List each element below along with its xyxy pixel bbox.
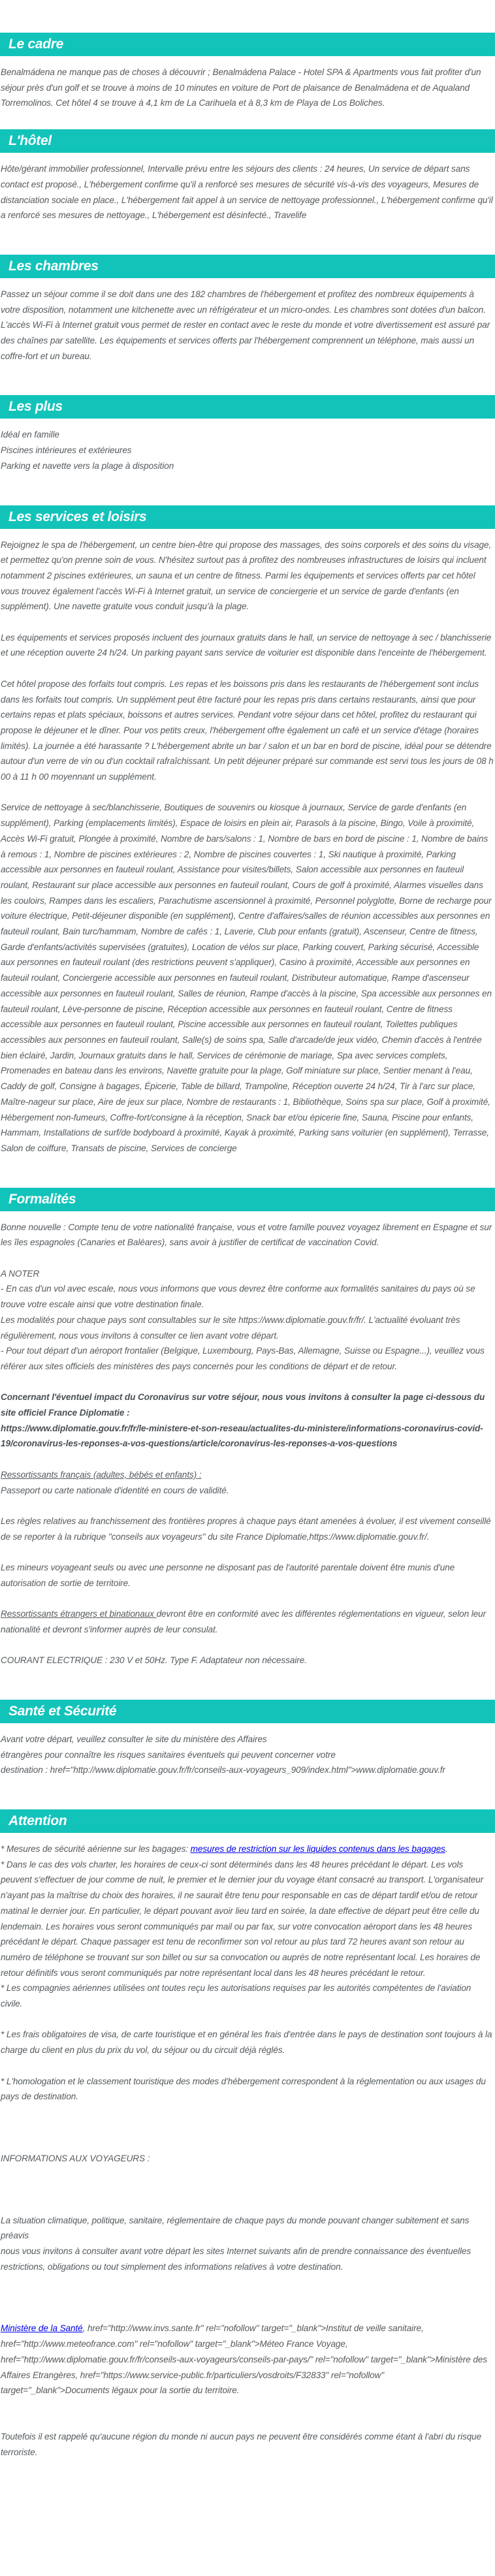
section-title-services: Les services et loisirs — [8, 509, 147, 524]
section-chambres — [0, 255, 495, 364]
section-header-plus — [0, 395, 495, 419]
attention-item-visa: * Les frais obligatoires de visa, de carte touristique et en général les frais d'entrée dans le pays de destination sont toujours à la charge du client en plus du prix du vol, du séjour ou du circuit déjà réglés. — [1, 2029, 492, 2056]
sante-line-1: Avant votre départ, veuillez consulter le site du ministère des Affaires — [1, 1734, 267, 1744]
formalites-mineurs: Les mineurs voyageant seuls ou avec une personne ne disposant pas de l'autorité parentale doivent être munis d'une autorisation de sortie de territoire. — [1, 1563, 455, 1588]
attention-item-baggage — [0, 1841, 495, 1857]
plus-line-2: Piscines intérieures et extérieures — [1, 445, 132, 456]
plus-line-3: Parking et navette vers la plage à disposition — [1, 460, 174, 471]
terrorism-disclaimer: Toutefois il est rappelé qu'aucune région du monde ni aucun pays ne peuvent être considérés comme étant à l'abri du risque terroriste. — [1, 2431, 482, 2457]
section-header-chambres — [0, 255, 495, 278]
section-services — [0, 505, 495, 1156]
sante-line-3: destination : href="http://www.diplomatie.gouv.fr/fr/conseils-aux-voyageurs_909/index.html">www.diplomatie.gouv.fr — [1, 1765, 445, 1775]
attention-item-baggage-prefix: * Mesures de sécurité aérienne sur les bagages: — [1, 1844, 191, 1854]
section-cadre — [0, 33, 495, 111]
section-title-sante: Santé et Sécurité — [8, 1703, 117, 1719]
formalites-note-2: Les modalités pour chaque pays sont consultables sur le site https://www.diplomatie.gouv.fr/fr/. L'actualité évoluant très régulièrement, nous vous invitons à consulter ce lien avant votre départ. — [1, 1314, 460, 1341]
attention-item-charter: * Dans le cas des vols charter, les horaires de ceux-ci sont déterminés dans les 48 heures précédant le départ. Les vols peuvent s'effectuer de jour comme de nuit, le premier et le dernier jour du voyage étant consacré au transport. L'organisateur n'ayant pas la maîtrise du choix des horaires, il ne saurait être tenu pour responsable en cas de départ tardif et/ou de retour matinal le dernier jour. En particulier, le départ pouvant avoir lieu tard en soirée, la date effective de départ peut être celle du lendemain. Les horaires vous seront communiqués par mail ou par fax, sur votre convocation aéroport dans les 48 heures précédant le départ. Chaque passager est tenu de reconfirmer son vol retour au plus tard 72 heures avant son retour au numéro de téléphone se trouvant sur son billet ou sur sa convocation ou auprés de notre représentant local. Les horaires de retour définitifs vous seront communiqués par notre représentant local dans les 48 heures précédant le retour. — [1, 1859, 484, 1978]
section-title-attention: Attention — [8, 1813, 67, 1829]
formalites-covid-intro: Concernant l'éventuel impact du Coronavirus sur votre séjour, nous vous invitons à consulter la page ci-dessous du site officiel France Diplomatie : — [1, 1392, 485, 1418]
formalites-bonne-nouvelle: Bonne nouvelle : Compte tenu de votre nationalité française, vous et votre famille pouvez voyagez librement en Espagne et sur les îles espagnoles (Canaries et Baléares), sans avoir à justifier de certificat de vaccination Covid. — [1, 1222, 492, 1248]
section-title-plus: Les plus — [8, 399, 63, 415]
informations-voyageurs-heading: INFORMATIONS AUX VOYAGEURS : — [1, 2153, 150, 2163]
informations-voyageurs-line-1: La situation climatique, politique, sanitaire, réglementaire de chaque pays du monde pouvant changer subitement et sans préavis — [1, 2215, 470, 2241]
section-header-formalites — [0, 1188, 495, 1211]
ministry-links-rest: , href="http://www.invs.sante.fr" rel="nofollow" target="_blank">Institut de veille sanitaire, href="http://www.meteofrance.com" rel="nofollow" target="_blank">Méteo France Voyage, href="http://www.diplomatie.gouv.fr/fr/conseils-aux-voyageurs/conseils-par-pays/" rel="nofollow" target="_blank">Ministère des Affaires Etrangères, href="https://www.service-public.fr/particuliers/vosdroits/F32833" rel="nofollow" target="_blank">Documents légaux pour la sortie du territoire. — [1, 2323, 487, 2396]
section-attention — [0, 1809, 495, 2460]
section-header-services — [0, 505, 495, 529]
section-title-formalites: Formalités — [8, 1191, 76, 1207]
section-header-hotel — [0, 129, 495, 153]
services-amenities-list: Service de nettoyage à sec/blanchisserie, Boutiques de souvenirs ou kiosque à journaux, Service de garde d'enfants (en supplément), Parking (emplacements limités), Espace de loisirs en plein air, Parasols à la piscine, Bingo, Voile à proximité, Accès Wi-Fi gratuit, Plongée à proximité, Nombre de bars/salons : 1, Nombre de bars en bord de piscine : 1, Nombre de bains à remous : 1, Nombre de piscines extérieures : 2, Nombre de piscines couvertes : 1, Ski nautique à proximité, Parking accessible aux personnes en fauteuil roulant, Assistance pour visites/billets, Salon accessible aux personnes en fauteuil roulant, Restaurant sur place accessible aux personnes en fauteuil roulant, Cours de golf à proximité, Alarmes visuelles dans les couloirs, Rampes dans les escaliers, Parachutisme ascensionnel à proximité, Personnel polyglotte, Borne de recharge pour voiture électrique, Petit-déjeuner disponible (en supplément), Centre d'affaires/salles de réunion accessibles aux personnes en fauteuil roulant, Bain turc/hammam, Nombre de cafés : 1, Laverie, Club pour enfants (gratuit), Ascenseur, Centre de fitness, Garde d'enfants/activités supervisées (gratuites), Location de vélos sur place, Parking couvert, Parking sécurisé, Accessible aux personnes en fauteuil roulant (des restrictions peuvent s'appliquer), Casino à proximité, Accessible aux personnes en fauteuil roulant, Conciergerie accessible aux personnes en fauteuil roulant, Distributeur automatique, Rampe d'ascenseur accessible aux personnes en fauteuil roulant, Salles de réunion, Rampe d'accès à la piscine, Spa accessible aux personnes en fauteuil roulant, Lève-personne de piscine, Réception accessible aux personnes en fauteuil roulant, Centre de fitness accessible aux personnes en fauteuil roulant, Piscine accessible aux personnes en fauteuil roulant, Toilettes publiques accessibles aux personnes en fauteuil roulant, Salle(s) de soins spa, Salle d'arcade/de jeux vidéo, Chemin d'accès à l'entrée bien éclairé, Jardin, Journaux gratuits dans le hall, Services de cérémonie de mariage, Spa avec services complets, Promenades en bateau dans les environs, Navette gratuite pour la plage, Golf miniature sur place, Sentier menant à l'eau, Caddy de golf, Consigne à bagages, Épicerie, Table de billard, Trampoline, Réception ouverte 24 h/24, Tir à l'arc sur place, Maître-nageur sur place, Aire de jeux sur place, Nombre de restaurants : 1, Bibliothèque, Soins spa sur place, Golf à proximité, Hébergement non-fumeurs, Coffre-fort/consigne à la réception, Snack bar et/ou épicerie fine, Sauna, Piscine pour enfants, Hammam, Installations de surf/de bodyboard à proximité, Kayak à proximité, Parking sans voiturier (en supplément), Terrasse, Salon de coiffure, Transats de piscine, Services de concierge — [1, 803, 492, 1153]
section-sante — [0, 1700, 495, 1778]
formalites-covid-url: https://www.diplomatie.gouv.fr/fr/le-ministere-et-son-reseau/actualites-du-ministere/informations-coronavirus-covid-19/coronavirus-les-reponses-a-vos-questions/article/coronavirus-les-reponses-a-vos-questions — [1, 1423, 483, 1449]
section-hotel — [0, 129, 495, 223]
formalites-etrangers-underline: Ressortissants étrangers et binationaux — [1, 1609, 157, 1619]
section-title-cadre: Le cadre — [8, 37, 63, 52]
chambres-body: Passez un séjour comme il se doit dans une des 182 chambres de l'hébergement et profitez des nombreux équipements à votre disposition, notamment une kitchenette avec un réfrigérateur et un micro-ondes. Les chambres sont dotées d'un balcon. L'accès Wi-Fi à Internet gratuit vous permet de rester en contact avec le reste du monde et votre divertissement est assuré par des chaînes par satellite. Les équipements et services offerts par l'hébergement comprennent un téléphone, mais aussi un coffre-fort et un bureau. — [1, 289, 490, 361]
services-paragraph-2: Les équipements et services proposés incluent des journaux gratuits dans le hall, un service de nettoyage à sec / blanchisserie et une réception ouverte 24 h/24. Un parking payant sans service de voiturier est disponible dans l'enceinte de l'hébergement. — [1, 632, 492, 658]
ministere-sante-link[interactable]: Ministère de la Santé — [1, 2323, 83, 2334]
sante-line-2: étrangères pour connaître les risques sanitaires éventuels qui peuvent concerner votre — [1, 1749, 336, 1760]
formalites-etrangers-rest: devront être en conformité avec les différentes réglementations en vigueur, selon leur nationalité et devront s'informer auprès de leur consulat. — [1, 1609, 487, 1634]
baggage-restrictions-link[interactable]: mesures de restriction sur les liquides contenus dans les bagages — [190, 1844, 445, 1854]
services-paragraph-3: Cet hôtel propose des forfaits tout compris. Les repas et les boissons pris dans les restaurants de l'hébergement sont inclus dans les forfaits tout compris. Un supplément peut être facturé pour les repas pris dans certains restaurants, ainsi que pour certains repas et plats spéciaux, boissons et autres services. Pendant votre séjour dans cet hôtel, profitez du restaurant qui propose le déjeuner et le dîner. Pour vos petits creux, l'hébergement offre également un café et un service d'étage (horaires limités). La journée a été harassante ? L'hébergement abrite un bar / salon et un bar en bord de piscine, idéal pour se détendre autour d'un verre de vin ou d'un cocktail rafraîchissant. Un petit déjeuner préparé sur commande est servi tous les jours de 08 h 00 à 11 h 00 moyennant un supplément. — [1, 678, 494, 782]
informations-voyageurs-line-2: nous vous invitons à consulter avant votre départ les sites Internet suivants afin de prendre connaissance des éventuelles restrictions, obligations ou tout simplement des informations relatives à votre destination. — [1, 2246, 471, 2272]
section-title-hotel: L'hôtel — [8, 133, 52, 149]
formalites-note-title: A NOTER — [1, 1268, 40, 1279]
section-header-attention — [0, 1809, 495, 1833]
ministry-links-paragraph — [0, 2321, 495, 2398]
attention-item-homologation: * L'homologation et le classement touristique des modes d'hébergement correspondent à la réglementation ou aux usages du pays de destination. — [1, 2076, 486, 2102]
cadre-body: Benalmádena ne manque pas de choses à découvrir ; Benalmádena Palace - Hotel SPA & Apartments vous fait profiter d'un séjour près d'un golf et se trouve à moins de 10 minutes en voiture de Port de plaisance de Benalmádena et de Aqualand Torremolinos. Cet hôtel 4 se trouve à 4,1 km de La Carihuela et à 8,3 km de Playa de Los Boliches. — [1, 67, 481, 108]
attention-item-compagnies: * Les compagnies aériennes utilisées ont toutes reçu les autorisations requises par les autorités compétentes de l'aviation civile. — [1, 1983, 471, 2009]
hotel-body: Hôte/gérant immobilier professionnel, Intervalle prévu entre les séjours des clients : 24 heures, Un service de départ sans contact est proposé., L'hébergement confirme qu'il a renforcé ses mesures de sécurité vis-à-vis des voyageurs, Mesures de distanciation sociale en place., L'hébergement fait appel à un service de nettoyage professionnel., L'hébergement confirme qu'il a renforcé ses mesures de nettoyage., L'hébergement est désinfecté., Travelife — [1, 164, 493, 221]
formalites-etrangers — [0, 1606, 495, 1637]
section-plus — [0, 395, 495, 473]
section-title-chambres: Les chambres — [8, 258, 99, 274]
section-formalites — [0, 1188, 495, 1668]
services-paragraph-1: Rejoignez le spa de l'hébergement, un centre bien-être qui propose des massages, des soins corporels et des soins du visage, et permettez qu'on prenne soin de vous. N'hésitez surtout pas à profitez des nombreuses infrastructures de loisirs qui incluent notamment 2 piscines extérieures, un sauna et un centre de fitness. Parmi les équipements et services offerts par cet hôtel vous trouvez également l'accès Wi-Fi à Internet gratuit, un service de conciergerie et un service de garde d'enfants (en supplément). Une navette gratuite vous conduit jusqu'à la plage. — [1, 539, 492, 612]
section-header-sante — [0, 1700, 495, 1723]
attention-item-baggage-suffix: . — [445, 1844, 448, 1854]
formalites-note-1: - En cas d'un vol avec escale, nous vous informons que vous devrez être conforme aux formalités sanitaires du pays où se trouve votre escale ainsi que votre destination finale. — [1, 1284, 475, 1310]
plus-line-1: Idéal en famille — [1, 430, 59, 440]
formalites-ressortissants-fr-heading: Ressortissants français (adultes, bébés et enfants) : — [1, 1469, 202, 1480]
formalites-note-3: - Pour tout départ d'un aéroport frontalier (Belgique, Luxembourg, Pays-Bas, Allemagne, Suisse ou Espagne...), veuillez vous référer aux sites officiels des ministères des pays concernés pour les conditions de départ et de retour. — [1, 1346, 485, 1371]
formalites-passeport: Passeport ou carte nationale d'identité en cours de validité. — [1, 1485, 229, 1495]
formalites-regles: Les règles relatives au franchissement des frontières propres à chaque pays étant amenées à évoluer, il est vivement conseillé de se reporter à la rubrique "conseils aux voyageurs" du site France Diplomatie,https://www.diplomatie.gouv.fr/. — [1, 1516, 491, 1542]
section-header-cadre — [0, 33, 495, 56]
formalites-courant-electrique: COURANT ELECTRIQUE : 230 V et 50Hz. Type F. Adaptateur non nécessaire. — [1, 1655, 307, 1666]
